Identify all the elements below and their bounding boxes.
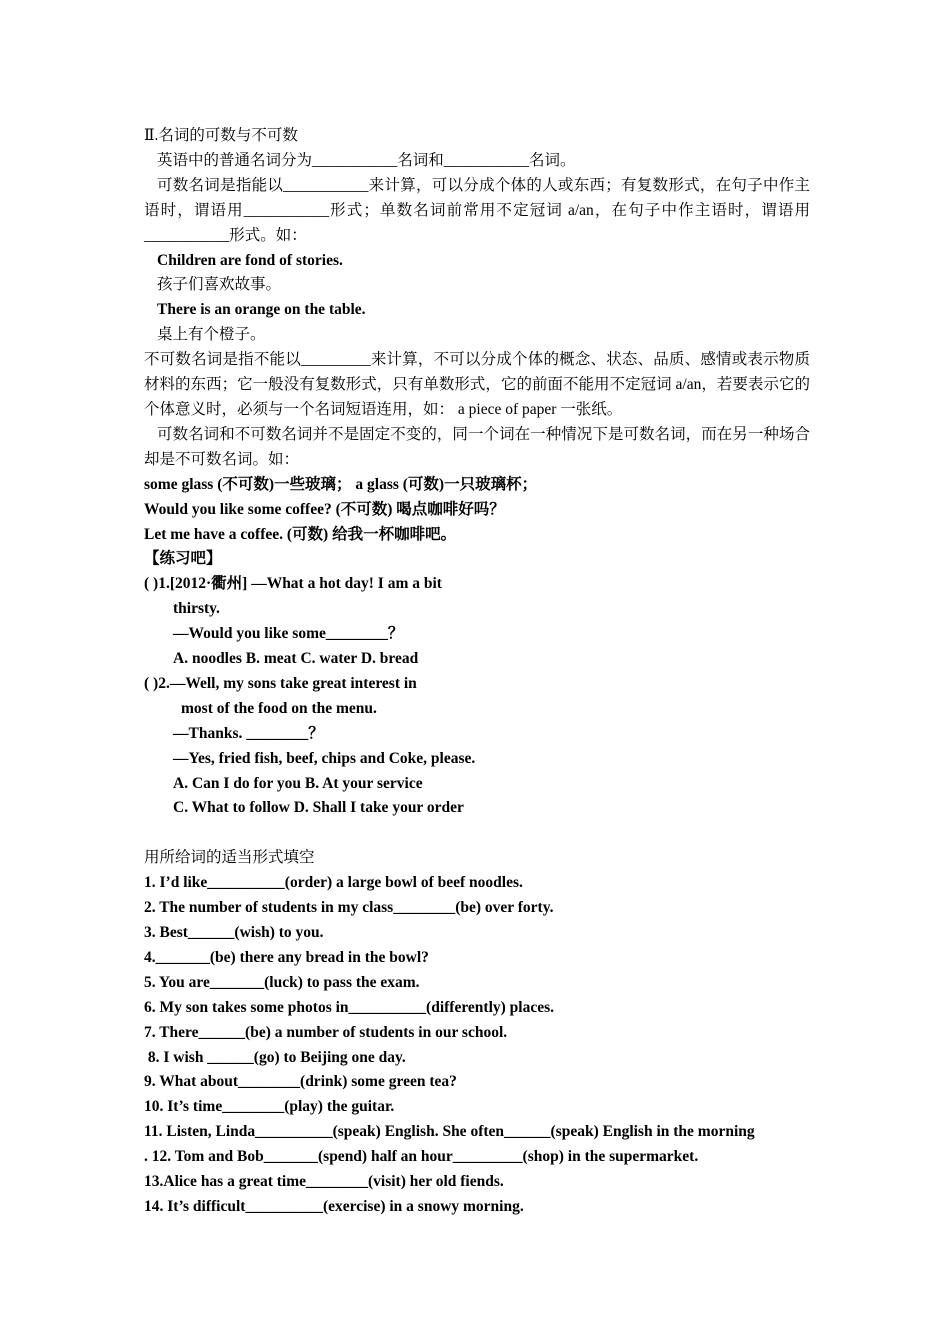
fill-item: 3. Best______(wish) to you. [144,923,324,941]
fill-item: 6. My son takes some photos in__________(differently) places. [144,998,555,1016]
fill-item: 8. I wish ______(go) to Beijing one day. [144,1048,406,1066]
question-options: C. What to follow D. Shall I take your order [173,799,464,817]
fill-item: 2. The number of students in my class________(be) over forty. [144,899,554,917]
fill-item: 4._______(be) there any bread in the bowl? [144,948,429,966]
question-line: most of the food on the menu. [181,699,377,717]
question-stem: ( )1.[2012·衢州] —What a hot day! I am a bit [144,575,442,593]
question-2 [144,672,810,821]
fill-item: . 12. Tom and Bob_______(spend) half an hour_________(shop) in the supermarket. [144,1148,699,1166]
question-options: A. Can I do for you B. At your service [173,774,423,792]
question-line: thirsty. [173,600,220,618]
question-line: —Thanks. ________？ [173,724,324,742]
fill-item: 10. It’s time________(play) the guitar. [144,1098,395,1116]
example-translation: 孩子们喜欢故事。 [157,276,282,294]
uncountable-paragraph: 不可数名词是指不能以_________来计算，不可以分成个体的概念、状态、品质、感情或表示物质材料的东西；它一般没有复数形式，只有单数形式，它的前面不能用不定冠词 a/an，若要表示它的个体意义时，必须与一个名词短语连用，如： a piece of paper 一张纸。 [144,351,810,418]
fill-item: 11. Listen, Linda__________(speak) English. She often______(speak) English in the morning [144,1123,755,1141]
intro-line: 英语中的普通名词分为___________名词和___________名词。 [157,151,576,169]
question-line: —Would you like some________？ [173,625,404,643]
practice-heading: 【练习吧】 [144,550,222,568]
fill-item: 9. What about________(drink) some green tea? [144,1073,457,1091]
flexible-paragraph: 可数名词和不可数名词并不是固定不变的，同一个词在一种情况下是可数名词，而在另一种场合却是不可数名词。如： [144,425,810,468]
fill-heading: 用所给词的适当形式填空 [144,849,315,867]
fill-item: 1. I’d like__________(order) a large bowl of beef noodles. [144,874,523,892]
question-1 [144,572,810,672]
fill-item: 5. You are_______(luck) to pass the exam. [144,973,420,991]
fill-item: 14. It’s difficult__________(exercise) in a snowy morning. [144,1197,524,1215]
question-options: A. noodles B. meat C. water D. bread [173,650,419,668]
blank-line [144,821,810,846]
fill-item: 13.Alice has a great time________(visit) her old fiends. [144,1173,504,1191]
fill-item: 7. There______(be) a number of students in our school. [144,1023,508,1041]
flex-example: some glass (不可数)一些玻璃； a glass (可数)一只玻璃杯； [144,475,538,493]
document [144,124,810,1220]
example-translation: 桌上有个橙子。 [157,326,266,344]
flex-example: Would you like some coffee? (不可数) 喝点咖啡好吗？ [144,500,505,518]
example-sentence: Children are fond of stories. [157,251,343,269]
question-line: —Yes, fried fish, beef, chips and Coke, please. [173,749,476,767]
section-title: Ⅱ.名词的可数与不可数 [144,127,298,144]
flex-example: Let me have a coffee. (可数) 给我一杯咖啡吧。 [144,525,457,543]
example-sentence: There is an orange on the table. [157,301,366,319]
countable-paragraph: 可数名词是指能以___________来计算，可以分成个体的人或东西；有复数形式，在句子中作主语时，谓语用___________形式；单数名词前常用不定冠词 a/an，在句子中作主语时，谓语用___________形式。如： [144,176,810,244]
question-stem: ( )2.—Well, my sons take great interest in [144,674,417,692]
